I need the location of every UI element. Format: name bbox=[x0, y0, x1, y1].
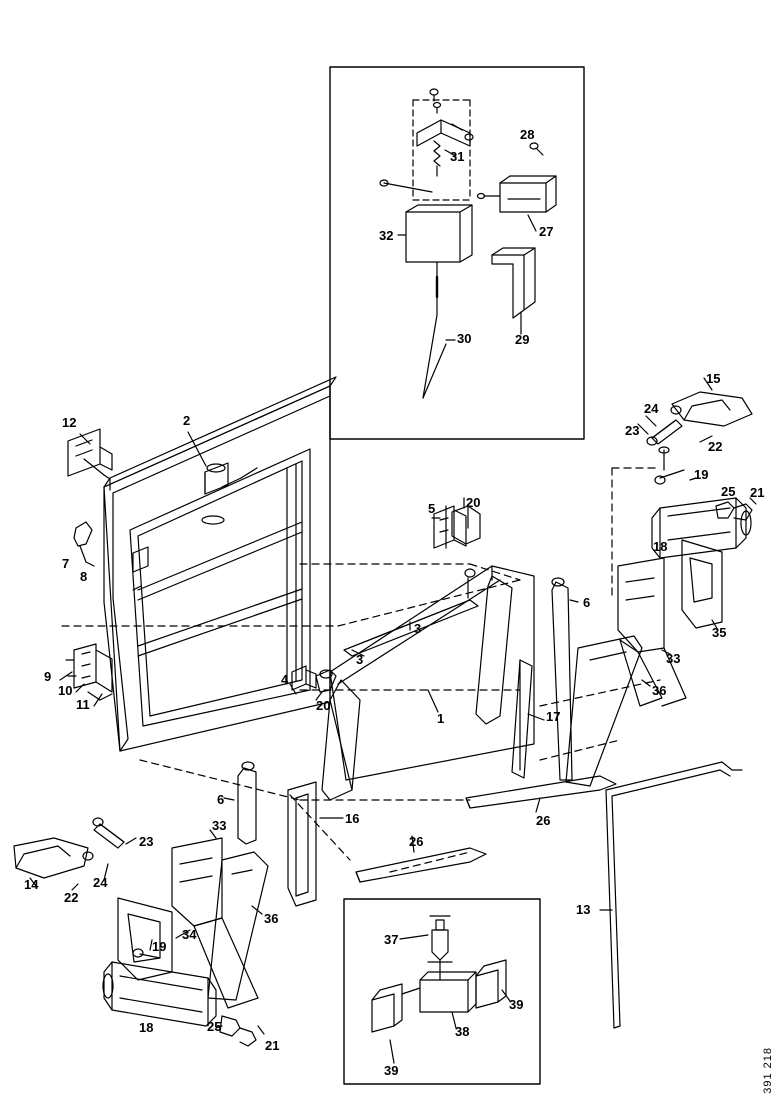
leader-lines bbox=[60, 432, 440, 706]
callout-8: 8 bbox=[80, 569, 88, 584]
callout-36a: 36 bbox=[652, 683, 667, 698]
callout-18a: 18 bbox=[653, 539, 668, 554]
callout-39a: 39 bbox=[509, 997, 524, 1012]
callout-25a: 25 bbox=[721, 484, 736, 499]
top-inset-frame bbox=[330, 67, 584, 439]
callout-23b: 23 bbox=[139, 834, 154, 849]
callout-31: 31 bbox=[450, 149, 465, 164]
callout-3b: 3 bbox=[356, 652, 364, 667]
rod-26-right bbox=[466, 776, 616, 812]
callout-24b: 24 bbox=[93, 875, 108, 890]
callout-3a: 3 bbox=[414, 621, 422, 636]
callout-2: 2 bbox=[183, 413, 191, 428]
callout-33b: 33 bbox=[212, 818, 227, 833]
callout-20a: 20 bbox=[466, 495, 481, 510]
callout-20b: 20 bbox=[316, 698, 331, 713]
callout-17: 17 bbox=[546, 709, 561, 724]
callout-37: 37 bbox=[384, 932, 399, 947]
callout-12: 12 bbox=[62, 415, 77, 430]
callout-19a: 19 bbox=[694, 467, 709, 482]
callout-30: 30 bbox=[457, 331, 472, 346]
callout-4: 4 bbox=[281, 672, 289, 687]
door-frame-assembly bbox=[66, 377, 336, 751]
callout-26a: 26 bbox=[536, 813, 551, 828]
callout-24a: 24 bbox=[644, 401, 659, 416]
callout-25b: 25 bbox=[207, 1019, 222, 1034]
callout-5: 5 bbox=[428, 501, 436, 516]
callout-10: 10 bbox=[58, 683, 73, 698]
callout-29: 29 bbox=[515, 332, 530, 347]
callout-16: 16 bbox=[345, 811, 360, 826]
callout-21b: 21 bbox=[265, 1038, 280, 1053]
callout-18b: 18 bbox=[139, 1020, 154, 1035]
callout-28: 28 bbox=[520, 127, 535, 142]
callout-6b: 6 bbox=[217, 792, 225, 807]
callout-35: 35 bbox=[712, 625, 727, 640]
callout-22b: 22 bbox=[64, 890, 79, 905]
callout-7: 7 bbox=[62, 556, 70, 571]
callout-32: 32 bbox=[379, 228, 394, 243]
callout-22a: 22 bbox=[708, 439, 723, 454]
seal-13 bbox=[600, 762, 742, 1028]
callout-1: 1 bbox=[437, 711, 445, 726]
callout-11: 11 bbox=[76, 697, 90, 712]
callout-21a: 21 bbox=[750, 485, 765, 500]
callout-15: 15 bbox=[706, 371, 721, 386]
callout-23a: 23 bbox=[625, 423, 640, 438]
callout-19b: 19 bbox=[152, 939, 167, 954]
callout-39b: 39 bbox=[384, 1063, 399, 1078]
callout-13: 13 bbox=[576, 902, 591, 917]
rod-3 bbox=[344, 569, 478, 656]
drawing-number: 391 218 bbox=[762, 1047, 774, 1094]
callout-9: 9 bbox=[44, 669, 52, 684]
callout-26b: 26 bbox=[409, 834, 424, 849]
callout-6a: 6 bbox=[583, 595, 591, 610]
callout-38: 38 bbox=[455, 1024, 470, 1039]
small-parts-4-20 bbox=[290, 666, 336, 700]
bottom-inset-frame bbox=[344, 899, 540, 1084]
callout-36b: 36 bbox=[264, 911, 279, 926]
main-boom-frame bbox=[322, 566, 544, 800]
callout-27: 27 bbox=[539, 224, 554, 239]
callout-34: 34 bbox=[182, 927, 197, 942]
callout-14: 14 bbox=[24, 877, 39, 892]
callout-33a: 33 bbox=[666, 651, 681, 666]
